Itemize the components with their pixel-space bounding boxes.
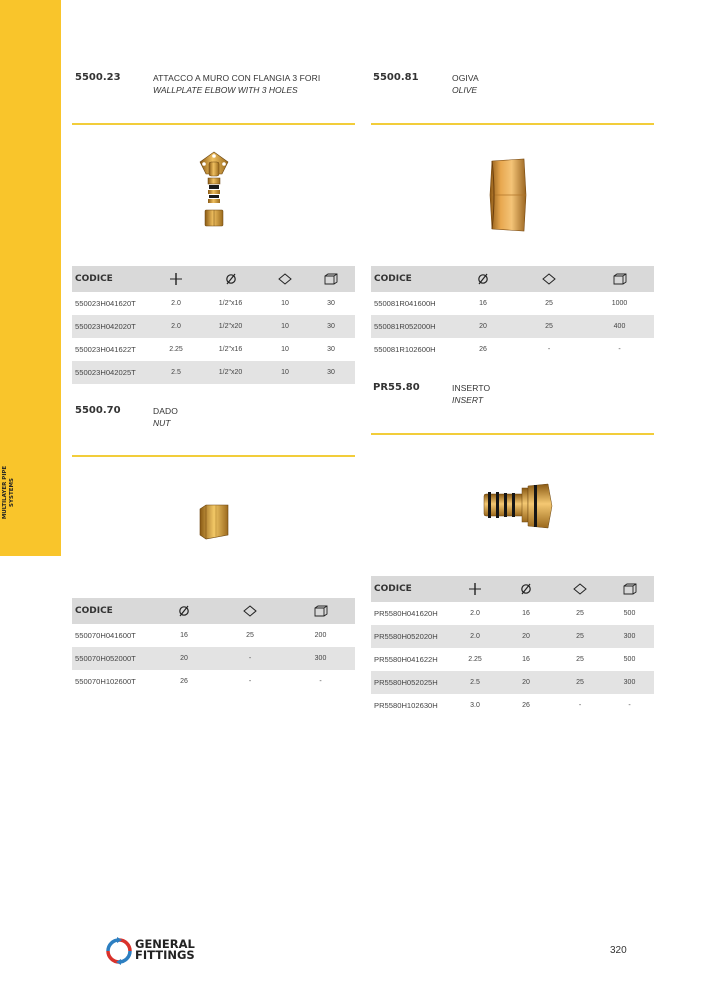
product-table [371, 266, 654, 361]
product-code: PR55.80 [373, 382, 420, 393]
table-row: 550023H042020T 2.0 1/2"x20 10 30 [72, 315, 355, 338]
column-header-codice: CODICE [72, 266, 154, 292]
table-row: 550081R052000H 20 25 400 [371, 315, 654, 338]
column-header-codice: CODICE [72, 598, 154, 624]
table-row: 550081R041600H 16 25 1000 [374, 299, 628, 308]
insert-image [482, 482, 554, 530]
product-title-en: OLIVE [452, 85, 478, 95]
diameter-icon [154, 598, 214, 624]
packaging-inner-icon [555, 576, 605, 602]
product-code: 5500.81 [373, 72, 419, 83]
page-number: 320 [610, 945, 627, 956]
diameter-icon [453, 266, 513, 292]
section-divider [371, 123, 654, 125]
section-divider [72, 123, 355, 125]
thickness-icon [453, 576, 497, 602]
product-title-it: ATTACCO A MURO CON FLANGIA 3 FORI [153, 73, 321, 83]
product-table [72, 598, 355, 693]
product-title-it: DADO [153, 406, 178, 416]
box-icon [286, 598, 355, 624]
diameter-icon [497, 576, 555, 602]
product-code: 5500.23 [75, 72, 121, 83]
box-icon [585, 266, 654, 292]
column-header-codice: CODICE [371, 266, 453, 292]
product-table [72, 266, 355, 384]
table-row: PR5580H052020H 2.0 20 25 300 [371, 625, 654, 648]
sidebar-label: MULTILAYER PIPE SYSTEMS [2, 465, 15, 520]
table-row: PR5580H052025H 2.5 20 25 300 [371, 671, 654, 694]
table-row: 550070H052000T 20 - 300 [72, 647, 355, 670]
table-row: 550023H041622T 2.25 1/2"x16 10 30 [75, 345, 335, 354]
table-row: 550023H041620T 2.0 1/2"x16 10 30 [75, 299, 335, 308]
product-code: 5500.70 [75, 405, 121, 416]
logo-text: GENERAL FITTINGS [135, 937, 195, 962]
thickness-icon [154, 266, 198, 292]
packaging-inner-icon [513, 266, 585, 292]
table-row: 550070H041600T 16 25 200 [75, 631, 327, 640]
section-divider [371, 433, 654, 435]
packaging-inner-icon [214, 598, 286, 624]
box-icon [605, 576, 654, 602]
product-table [371, 576, 654, 717]
product-title-en: INSERT [452, 395, 484, 405]
table-row: PR5580H041620H 2.0 16 25 500 [374, 609, 636, 618]
nut-image [196, 503, 232, 541]
logo-icon [105, 937, 133, 965]
packaging-inner-icon [263, 266, 307, 292]
diameter-icon [198, 266, 263, 292]
section-divider [72, 455, 355, 457]
product-title-en: WALLPLATE ELBOW WITH 3 HOLES [153, 85, 298, 95]
olive-image [486, 155, 530, 235]
table-row: 550081R102600H 26 - - [374, 345, 621, 354]
table-row: PR5580H041622H 2.25 16 25 500 [374, 655, 636, 664]
wallplate-elbow-image [192, 150, 236, 230]
general-fittings-logo [105, 937, 205, 965]
table-row: PR5580H102630H 3.0 26 - - [374, 701, 631, 710]
product-title-en: NUT [153, 418, 171, 428]
table-row: 550023H042025T 2.5 1/2"x20 10 30 [72, 361, 355, 384]
column-header-codice: CODICE [371, 576, 453, 602]
box-icon [307, 266, 355, 292]
product-title-it: INSERTO [452, 383, 491, 393]
table-row: 550070H102600T 26 - - [75, 677, 322, 686]
product-title-it: OGIVA [452, 73, 479, 83]
